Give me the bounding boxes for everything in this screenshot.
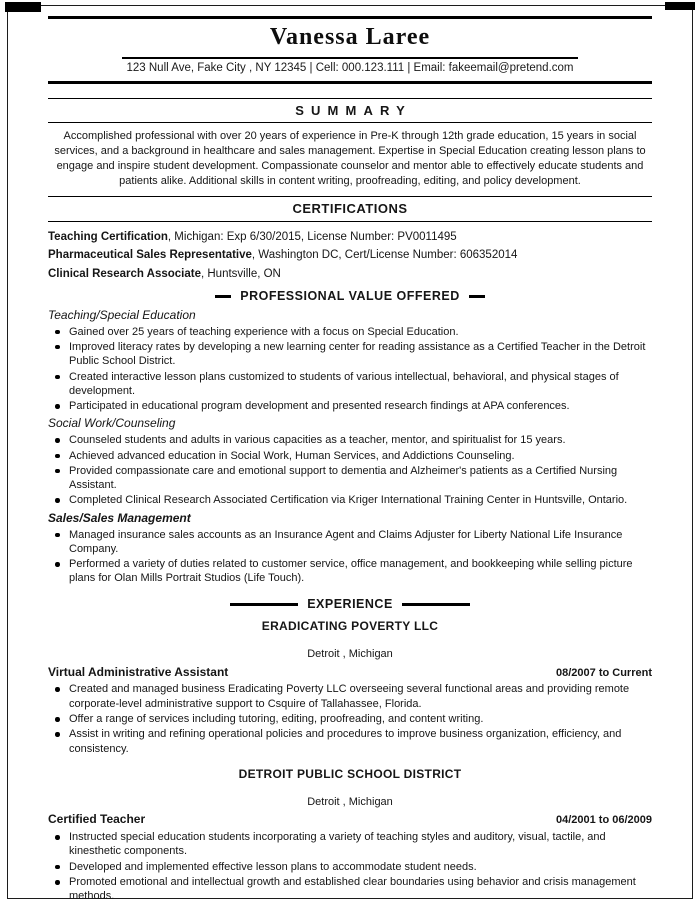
bullet-item: Promoted emotional and intellectual growth and established clear boundaries using behavior and crisis management methods. [48, 875, 652, 904]
certification-item [48, 267, 652, 282]
bullet-item: Instructed special education students incorporating a variety of teaching styles and auditory, visual, tactile, and kinesthetic components. [48, 830, 652, 859]
company-location: Detroit , Michigan [307, 795, 393, 808]
value-offered-section [48, 288, 652, 585]
company-location: Detroit , Michigan [307, 648, 393, 661]
certifications-list [48, 230, 652, 283]
bullet-list [48, 433, 652, 507]
job-entry [48, 767, 652, 904]
bullet-item: Achieved advanced education in Social Work, Human Services, and Addictions Counseling. [48, 449, 652, 463]
bullet-item: Created interactive lesson plans customized to students of various intellectual, behavioral, and physical stages of development. [48, 370, 652, 399]
bullet-item: Developed and implemented effective lesson plans to accommodate student needs. [48, 860, 652, 874]
job-entry [48, 619, 652, 756]
bullet-item: Participated in educational program development and presented research findings at APA conferences. [48, 399, 652, 413]
experience-section [48, 596, 652, 904]
certification-item [48, 248, 652, 263]
job-title: Certified Teacher [48, 812, 146, 827]
job-dates: 04/2001 to 06/2009 [555, 814, 652, 827]
summary-heading-box [48, 98, 652, 123]
job-dates: 08/2007 to Current [556, 666, 652, 679]
job-title-row [48, 665, 652, 681]
heading-right-rule [402, 603, 470, 606]
certification-title: Teaching Certification [48, 230, 168, 243]
bullet-item: Counseled students and adults in various capacities as a teacher, mentor, and spiritualist for 15 years. [48, 433, 652, 447]
value-group-sales [48, 511, 652, 586]
value-offered-heading: PROFESSIONAL VALUE OFFERED [240, 289, 460, 304]
header-top-rule [48, 16, 652, 19]
summary-text: Accomplished professional with over 20 years of experience in Pre-K through 12th grade education, 15 years in social services, and a background in healthcare and sales management. Expertise in Special Education creating lesson plans to engage and inspire student development. Compassionate counselor and mentor able to effectively educate students and patients alike. Additional skills in content writing, proofreading, editing, and policy development. [54, 130, 646, 187]
bullet-item: Created and managed business Eradicating Poverty LLC overseeing several functional areas and providing remote corporate-level administrative support to Csquire of Tallahassee, Florida. [48, 682, 652, 711]
certifications-heading: CERTIFICATIONS [292, 201, 408, 217]
bullet-item: Assist in writing and refining operational policies and procedures to improve business organization, efficiency, and consistency. [48, 727, 652, 756]
group-title: Teaching/Special Education [48, 307, 196, 322]
value-group-social-work [48, 416, 652, 507]
bullet-item: Gained over 25 years of teaching experience with a focus on Special Education. [48, 325, 652, 339]
certifications-heading-box [48, 196, 652, 221]
certification-details: , Huntsville, ON [200, 268, 281, 281]
summary-section [48, 98, 652, 189]
heading-left-rule [230, 603, 298, 606]
bullet-item: Performed a variety of duties related to customer service, office management, and bookkeeping while selling picture plans for Olan Mills Portrait Studios (Life Touch). [48, 557, 652, 586]
company-name: DETROIT PUBLIC SCHOOL DISTRICT [238, 766, 462, 781]
bullet-list [48, 528, 652, 586]
certification-item [48, 230, 652, 245]
value-group-teaching [48, 308, 652, 414]
certification-details: , Washington DC, Cert/License Number: 606352014 [251, 249, 518, 262]
group-title: Social Work/Counseling [48, 416, 176, 431]
bullet-list [48, 325, 652, 414]
heading-right-rule [469, 295, 485, 298]
experience-heading: EXPERIENCE [307, 596, 393, 611]
candidate-name: Vanessa Laree [269, 24, 431, 50]
bullet-item: Offer a range of services including tutoring, editing, proofreading, and content writing. [48, 712, 652, 726]
group-title: Sales/Sales Management [48, 510, 191, 525]
header-bottom-rule [48, 81, 652, 84]
experience-heading-row [48, 596, 652, 613]
bullet-item: Managed insurance sales accounts as an Insurance Agent and Claims Adjuster for Liberty National Life Insurance Company. [48, 528, 652, 557]
resume-header [48, 16, 652, 84]
bullet-item: Provided compassionate care and emotional support to dementia and Alzheimer's patients as a Certified Nursing Assistant. [48, 464, 652, 493]
bullet-list [48, 830, 652, 903]
bullet-list [48, 682, 652, 755]
certification-title: Pharmaceutical Sales Representative [48, 249, 252, 262]
job-title-row [48, 812, 652, 828]
certification-details: , Michigan: Exp 6/30/2015, License Number: PV0011495 [167, 230, 457, 243]
value-offered-heading-row [48, 288, 652, 305]
name-underline-rule [122, 57, 578, 59]
bullet-item: Improved literacy rates by developing a new learning center for reading assistance as a Certified Teacher in the Detroit Public School District. [48, 340, 652, 369]
company-name: ERADICATING POVERTY LLC [261, 619, 439, 634]
summary-heading: SUMMARY [295, 102, 412, 118]
heading-left-rule [215, 295, 231, 298]
bullet-item: Completed Clinical Research Associated Certification via Kriger International Training Center in Huntsville, Ontario. [48, 493, 652, 507]
certifications-section [48, 196, 652, 282]
job-title: Virtual Administrative Assistant [48, 664, 229, 679]
contact-line: 123 Null Ave, Fake City , NY 12345 | Cell: 000.123.111 | Email: fakeemail@pretend.com [126, 61, 574, 74]
certification-title: Clinical Research Associate [48, 268, 201, 281]
